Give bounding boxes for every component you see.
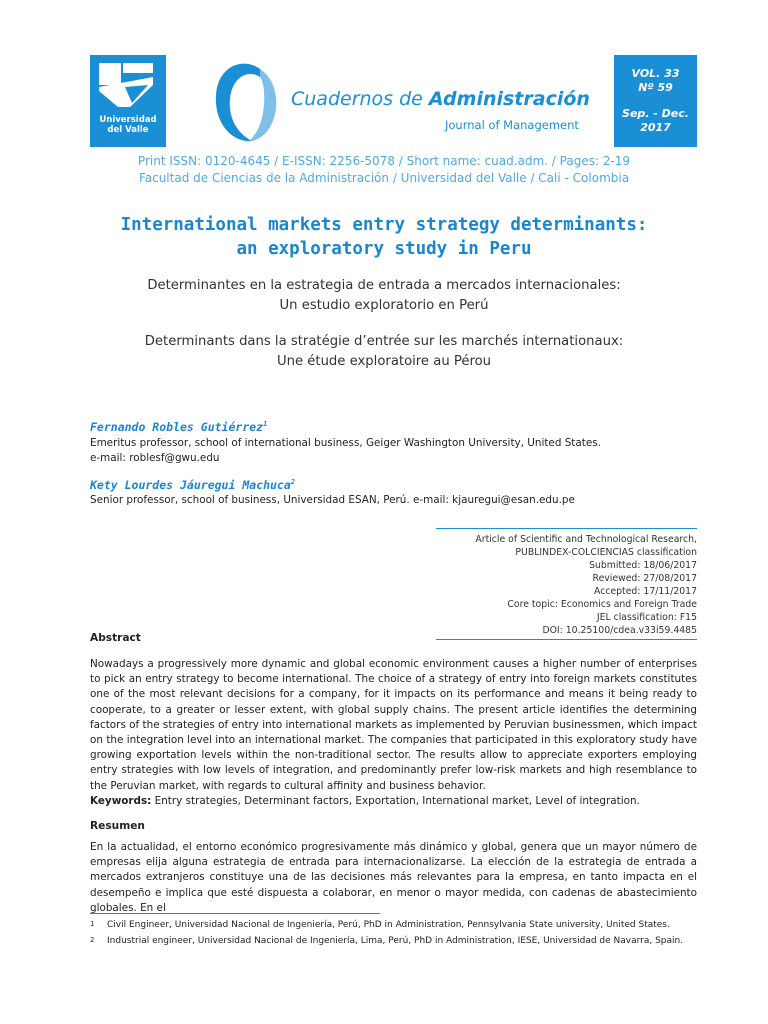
footnote-divider xyxy=(90,913,380,914)
period-line2: 2017 xyxy=(640,121,671,134)
author-1-footnote-mark: 1 xyxy=(263,420,268,429)
journal-banner xyxy=(166,55,614,147)
university-logo xyxy=(90,55,166,147)
author-2-name-text: Kety Lourdes Jáuregui Machuca xyxy=(90,478,291,492)
article-info-line: Core topic: Economics and Foreign Trade xyxy=(507,599,697,610)
article-title-line1: International markets entry strategy determinants: xyxy=(120,215,648,235)
article-info-line: Accepted: 17/11/2017 xyxy=(594,586,697,597)
abstract-heading: Abstract xyxy=(90,632,141,644)
journal-title-light: Cuadernos de xyxy=(291,88,429,110)
author-1-name xyxy=(90,420,267,434)
issn-line: Print ISSN: 0120-4645 / E-ISSN: 2256-5078 / Short name: cuad.adm. / Pages: 2-19 xyxy=(137,154,631,168)
university-name-line1: Universidad xyxy=(99,115,157,125)
resumen-text: En la actualidad, el entorno económico progresivamente más dinámico y global, genera que un mayor número de empresas elija alguna estrategia de entrada para internacionalizarse. La elección de la estrategia de entrada a mercados extranjeros constituye una de las decisiones más relevantes para la empresa, en tanto impacta en el desempeño e implica que esté dispuesta a colaborar, en menor o mayor medida, con cadenas de abastecimiento globales. En el xyxy=(90,841,697,914)
volume-box xyxy=(614,55,697,147)
author-1-name-text: Fernando Robles Gutiérrez xyxy=(90,420,264,434)
article-info-line: Reviewed: 27/08/2017 xyxy=(592,573,697,584)
french-title-line1: Determinants dans la stratégie d’entrée sur les marchés internationaux: xyxy=(144,334,624,349)
abstract-text: Nowadays a progressively more dynamic and global economic environment causes a higher number of enterprises to pick an entry strategy to become international. The choice of a strategy of entry into foreign markets constitutes one of the most relevant decisions for a company, for it impacts on its performance and means it being ready to cooperate, to a greater or lesser extent, with global supply chains. The present article identifies the determining factors of the strategies of entry into international markets as implemented by Peruvian businessmen, which impact on the integration level into an international market. The companies that participated in this exploratory study have growing exportation levels within the non-traditional sector. The results allow to appreciate exporters employing entry strategies with low levels of integration, and predominantly prefer low-risk markets and high resemblance to the Peruvian market, with regards to cultural affinity and business behavior. xyxy=(90,658,697,792)
journal-subtitle: Journal of Management xyxy=(445,118,579,132)
journal-logo-icon xyxy=(204,55,284,147)
volume-label: VOL. 33 xyxy=(631,67,680,80)
author-1-email: e-mail: roblesf@gwu.edu xyxy=(90,452,220,464)
keywords xyxy=(90,794,697,809)
spanish-title-line1: Determinantes en la estrategia de entrada a mercados internacionales: xyxy=(147,278,621,293)
journal-title-bold: Administración xyxy=(428,88,590,110)
period-line1: Sep. - Dec. xyxy=(622,107,689,120)
french-title-line2: Une étude exploratoire au Pérou xyxy=(276,354,492,369)
keywords-label: Keywords: xyxy=(90,795,152,807)
issue-number: Nº 59 xyxy=(638,81,673,94)
author-2-footnote-mark: 2 xyxy=(290,478,296,487)
keywords-text: Entry strategies, Determinant factors, Exportation, International market, Level of integration. xyxy=(151,795,640,807)
university-name-line2: del Valle xyxy=(107,125,149,135)
article-info-line: PUBLINDEX-COLCIENCIAS classification xyxy=(515,547,697,558)
footnote-2-text: Industrial engineer, Universidad Nacional de Ingeniería, Lima, Perú, PhD in Administration, IESE, Universidad de Navarra, Spain. xyxy=(107,936,684,946)
article-info-box xyxy=(436,528,697,640)
footnote-2-number: 2 xyxy=(90,936,95,944)
faculty-line: Facultad de Ciencias de la Administración / Universidad del Valle / Cali - Colombia xyxy=(138,171,630,185)
resumen-heading: Resumen xyxy=(90,820,145,832)
footnote-2 xyxy=(90,936,683,946)
spanish-title-line2: Un estudio exploratorio en Perú xyxy=(279,298,489,313)
article-info-line: Submitted: 18/06/2017 xyxy=(589,560,697,571)
author-2-affiliation: Senior professor, school of business, Universidad ESAN, Perú. e-mail: kjauregui@esan.edu.pe xyxy=(90,494,575,506)
article-title-line2: an exploratory study in Peru xyxy=(236,239,532,259)
author-1-affiliation: Emeritus professor, school of international business, Geiger Washington University, United States. xyxy=(90,437,601,449)
footnote-1-number: 1 xyxy=(90,920,95,928)
article-info-line: JEL classification: F15 xyxy=(596,612,697,623)
footnote-1 xyxy=(90,920,670,930)
article-info-line: Article of Scientific and Technological Research, xyxy=(475,534,697,545)
article-info-doi: DOI: 10.25100/cdea.v33i59.4485 xyxy=(542,625,697,636)
author-2-name xyxy=(90,478,295,492)
footnote-1-text: Civil Engineer, Universidad Nacional de Ingeniería, Perú, PhD in Administration, Pennsylvania State university, United States. xyxy=(107,920,670,930)
journal-title xyxy=(291,88,590,110)
